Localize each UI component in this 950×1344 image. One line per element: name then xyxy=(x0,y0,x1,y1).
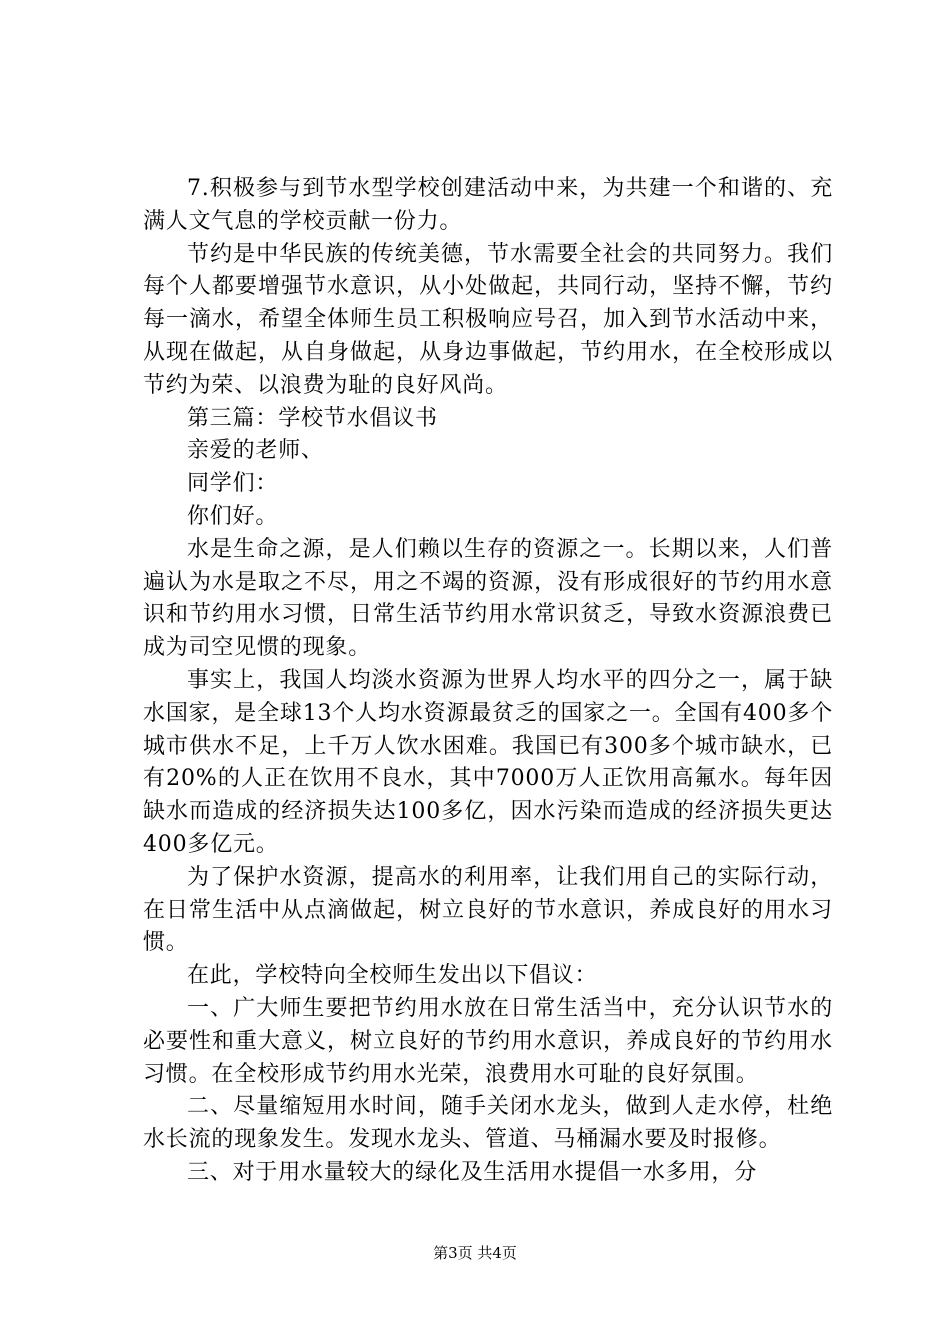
paragraph-facts: 事实上，我国人均淡水资源为世界人均水平的四分之一，属于缺水国家，是全球13个人均水资源最贫乏的国家之一。全国有400多个城市供水不足，上千万人饮水困难。我国已有300多个城市缺水，已有20%的人正在饮用不良水，其中7000万人正饮用高氟水。每年因缺水而造成的经济损失达100多亿，因水污染而造成的经济损失更达400多亿元。 xyxy=(143,667,833,857)
salutation-teachers: 亲爱的老师、 xyxy=(187,438,324,464)
paragraph-water-source: 水是生命之源，是人们赖以生存的资源之一。长期以来，人们普遍认为水是取之不尽，用之不竭的资源，没有形成很好的节约用水意识和节约用水习惯，日常生活节约用水常识贫乏，导致水资源浪费已成为司空见惯的现象。 xyxy=(143,536,833,661)
proposal-item-1: 一、广大师生要把节约用水放在日常生活当中，充分认识节水的必要性和重大意义，树立良好的节约用水意识，养成良好的节约用水习惯。在全校形成节约用水光荣，浪费用水可耻的良好氛围。 xyxy=(143,995,833,1087)
paragraph-protect-water: 为了保护水资源，提高水的利用率，让我们用自己的实际行动，在日常生活中从点滴做起，树立良好的节水意识，养成良好的用水习惯。 xyxy=(143,864,833,956)
paragraph-saving-virtue: 节约是中华民族的传统美德，节水需要全社会的共同努力。我们每个人都要增强节水意识，从小处做起，共同行动，坚持不懈，节约每一滴水，希望全体师生员工积极响应号召，加入到节水活动中来，从现在做起，从自身做起，从身边事做起，节约用水，在全校形成以节约为荣、以浪费为耻的良好风尚。 xyxy=(143,241,833,398)
paragraph-item-7: 7.积极参与到节水型学校创建活动中来，为共建一个和谐的、充满人文气息的学校贡献一份力。 xyxy=(143,176,833,234)
section-heading: 第三篇：学校节水倡议书 xyxy=(187,405,438,431)
paragraph-proposal-intro: 在此，学校特向全校师生发出以下倡议： xyxy=(187,963,598,989)
proposal-item-3: 三、对于用水量较大的绿化及生活用水提倡一水多用，分 xyxy=(187,1159,758,1185)
greeting: 你们好。 xyxy=(187,503,279,529)
salutation-students: 同学们： xyxy=(187,471,279,497)
document-body xyxy=(143,173,833,1190)
page-number-footer: 第3页 共4页 xyxy=(433,1244,517,1262)
proposal-item-2: 二、尽量缩短用水时间，随手关闭水龙头，做到人走水停，杜绝水长流的现象发生。发现水龙头、管道、马桶漏水要及时报修。 xyxy=(143,1094,833,1153)
